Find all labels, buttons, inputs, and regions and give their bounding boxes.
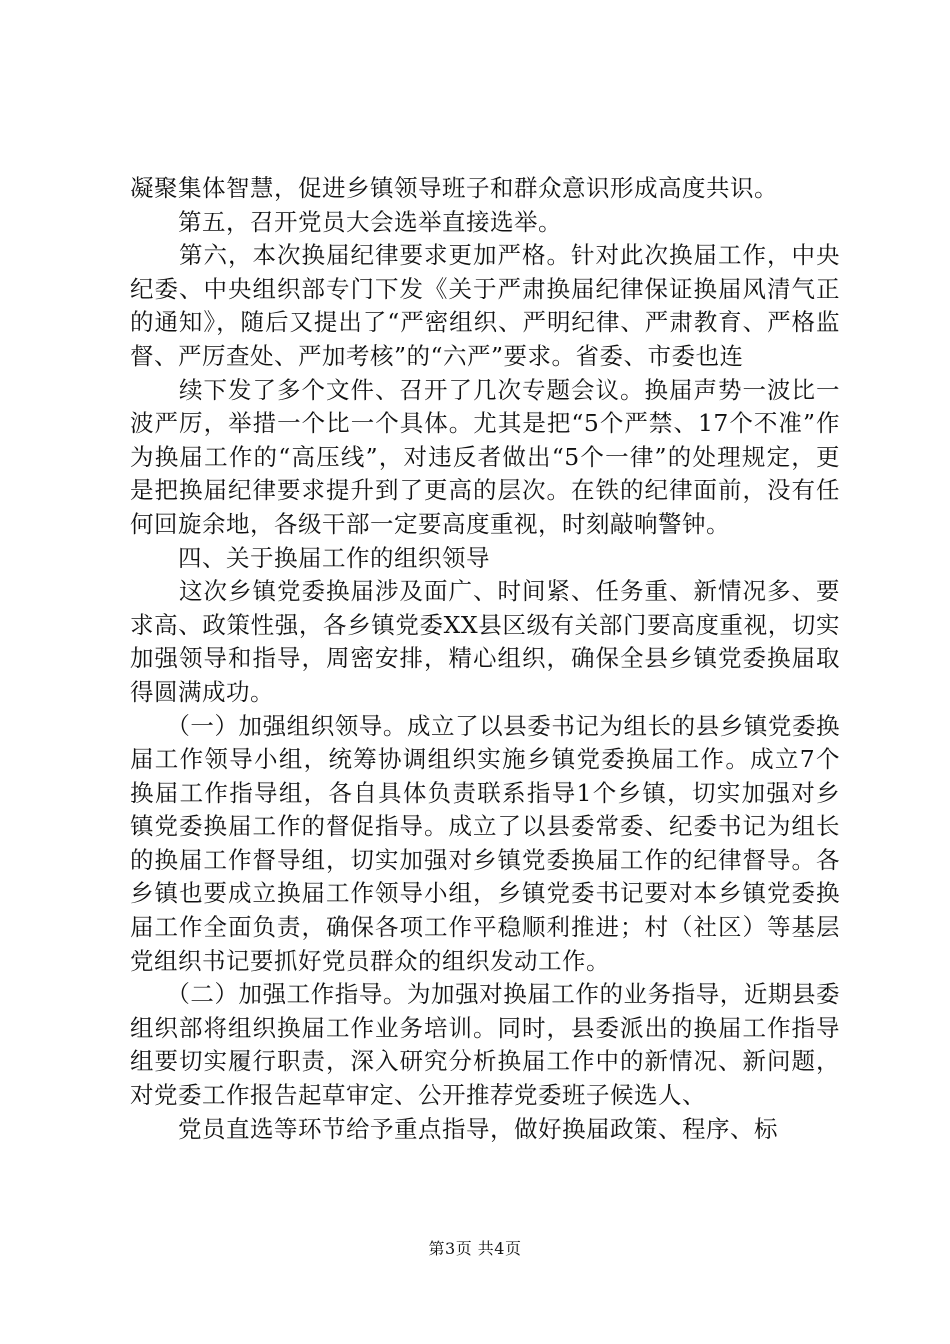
paragraph-3: 第六，本次换届纪律要求更加严格。针对此次换届工作，中央纪委、中央组织部专门下发《关于严肃换届纪律保证换届风清气正的通知》，随后又提出了“严密组织、严明纪律、严肃教育、严格监督、严厉查处、严加考核”的“六严”要求。省委、市委也连 xyxy=(130,241,840,370)
paragraph-9: 党员直选等环节给予重点指导，做好换届政策、程序、标 xyxy=(130,1114,778,1143)
paragraph-2: 第五，召开党员大会选举直接选举。 xyxy=(130,207,562,236)
paragraph-8: （二）加强工作指导。为加强对换届工作的业务指导，近期县委组织部将组织换届工作业务培训。同时，县委派出的换届工作指导组要切实履行职责，深入研究分析换届工作中的新情况、新问题，对党委工作报告起草审定、公开推荐党委班子候选人、 xyxy=(130,980,840,1110)
paragraph-4: 续下发了多个文件、召开了几次专题会议。换届声势一波比一波严厉，举措一个比一个具体。尤其是把“5个严禁、17个不准”作为换届工作的“高压线”，对违反者做出“5个一律”的处理规定，更是把换届纪律要求提升到了更高的层次。在铁的纪律面前，没有任何回旋余地，各级干部一定要高度重视，时刻敲响警钟。 xyxy=(130,375,840,538)
page-number-footer: 第3页 共4页 xyxy=(428,1239,522,1258)
paragraph-7: （一）加强组织领导。成立了以县委书记为组长的县乡镇党委换届工作领导小组，统筹协调组织实施乡镇党委换届工作。成立7个换届工作指导组，各自具体负责联系指导1个乡镇，切实加强对乡镇党委换届工作的督促指导。成立了以县委常委、纪委书记为组长的换届工作督导组，切实加强对乡镇党委换届工作的纪律督导。各乡镇也要成立换届工作领导小组，乡镇党委书记要对本乡镇党委换届工作全面负责，确保各项工作平稳顺利推进；村（社区）等基层党组织书记要抓好党员群众的组织发动工作。 xyxy=(130,711,840,975)
document-body xyxy=(130,172,840,1146)
paragraph-1: 凝聚集体智慧，促进乡镇领导班子和群众意识形成高度共识。 xyxy=(130,174,778,202)
section-heading-4: 四、关于换届工作的组织领导 xyxy=(130,543,490,572)
paragraph-6: 这次乡镇党委换届涉及面广、时间紧、任务重、新情况多、要求高、政策性强，各乡镇党委XX县区级有关部门要高度重视，切实加强领导和指导，周密安排，精心组织，确保全县乡镇党委换届取得圆满成功。 xyxy=(130,577,840,706)
